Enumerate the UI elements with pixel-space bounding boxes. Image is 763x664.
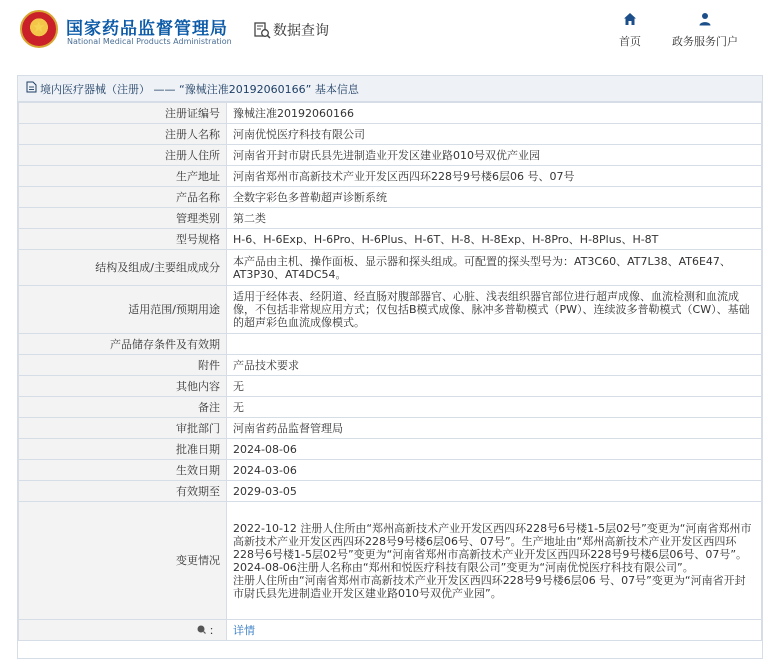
panel-title: 境内医疗器械（注册） —— “豫械注准20192060166” 基本信息 [40,82,359,96]
row-label: 管理类别 [19,208,227,229]
row-value: H-6、H-6Exp、H-6Pro、H-6Plus、H-6T、H-8、H-8Exp、H-8Pro、H-8Plus、H-8T [227,229,762,250]
row-label: 备注 [19,397,227,418]
table-row [19,376,762,397]
row-value [227,334,762,355]
site-subtitle: National Medical Products Administration [67,37,232,46]
row-value: 2024-03-06 [227,460,762,481]
table-row [19,620,762,641]
pin-icon [197,624,210,637]
table-row [19,460,762,481]
row-label: 型号规格 [19,229,227,250]
national-emblem-logo[interactable] [20,10,58,48]
basic-info-panel [17,75,763,659]
row-label: 注册证编号 [19,103,227,124]
search-document-icon [254,22,270,38]
table-row [19,418,762,439]
row-label: 生效日期 [19,460,227,481]
row-value: 河南省开封市尉氏县先进制造业开发区建业路010号双优产业园 [227,145,762,166]
user-icon [698,12,712,30]
detail-label-cell [19,620,227,641]
table-row [19,286,762,334]
change-history-value: 2022-10-12 注册人住所由“郑州高新技术产业开发区西四环228号6号楼1-5层02号”变更为“河南省郑州市高新技术产业开发区西四环228号9号楼6层06号、07号”。生产地址由“郑州高新技术产业开发区西四环228号6号楼1-5层02号”变更为“河南省郑州市高新技术产业开发区西四环228号9号楼6层06号、07号”。2024-08-06注册人名称由“郑州和悦医疗科技有限公司”变更为“河南优悦医疗科技有限公司”。 注册人住所由“河南省郑州市高新技术产业开发区西四环228号9号楼6层06 号、07号”变更为“河南省开封市尉氏县先进制造业开发区建业路010号双优产业园”。 [227,502,762,620]
table-row [19,208,762,229]
row-value: 适用于经体表、经阴道、经直肠对腹部器官、心脏、浅表组织器官部位进行超声成像、血流检测和血流成像，不包括非常规应用方式；仅包括B模式成像、脉冲多普勒模式（PW）、连续波多普勒模式（CW）、基础的超声彩色血流成像模式。 [227,286,762,334]
row-label: 结构及组成/主要组成成分 [19,250,227,286]
row-value: 产品技术要求 [227,355,762,376]
table-row [19,439,762,460]
table-row [19,502,762,620]
nav-government-services-label: 政务服务门户 [672,35,738,48]
table-row [19,250,762,286]
row-value: 河南省郑州市高新技术产业开发区西四环228号9号楼6层06 号、07号 [227,166,762,187]
table-row [19,355,762,376]
row-value: 无 [227,397,762,418]
row-value: 河南省药品监督管理局 [227,418,762,439]
row-label: 注册人住所 [19,145,227,166]
row-value: 2029-03-05 [227,481,762,502]
row-label: 注册人名称 [19,124,227,145]
row-label: 其他内容 [19,376,227,397]
detail-link[interactable]: 详情 [233,623,255,637]
data-query-label: 数据查询 [273,23,329,39]
row-label: 附件 [19,355,227,376]
row-value: 无 [227,376,762,397]
row-value: 2024-08-06 [227,439,762,460]
home-icon [623,12,637,30]
row-label: 产品名称 [19,187,227,208]
colon-text: ： [209,623,220,637]
row-value: 河南优悦医疗科技有限公司 [227,124,762,145]
table-row [19,187,762,208]
table-row [19,229,762,250]
document-icon [26,81,37,96]
registration-info-table [18,102,762,641]
row-label: 适用范围/预期用途 [19,286,227,334]
row-label: 有效期至 [19,481,227,502]
row-label: 审批部门 [19,418,227,439]
row-label: 变更情况 [19,502,227,620]
row-label: 生产地址 [19,166,227,187]
row-value: 豫械注准20192060166 [227,103,762,124]
table-row [19,145,762,166]
table-row [19,397,762,418]
nav-government-services[interactable] [660,12,750,49]
row-label: 批准日期 [19,439,227,460]
table-row [19,103,762,124]
table-row [19,166,762,187]
panel-title-bar [18,76,762,102]
table-row [19,481,762,502]
detail-cell [227,620,762,641]
row-value: 本产品由主机、操作面板、显示器和探头组成。可配置的探头型号为：AT3C60、AT7L38、AT6E47、AT3P30、AT4DC54。 [227,250,762,286]
table-row [19,334,762,355]
site-header [0,0,763,62]
data-query-link[interactable] [254,20,329,40]
site-title[interactable]: 国家药品监督管理局 [66,19,228,39]
row-value: 第二类 [227,208,762,229]
table-row [19,124,762,145]
nav-home-label: 首页 [619,35,641,48]
row-label: 产品储存条件及有效期 [19,334,227,355]
row-value: 全数字彩色多普勒超声诊断系统 [227,187,762,208]
